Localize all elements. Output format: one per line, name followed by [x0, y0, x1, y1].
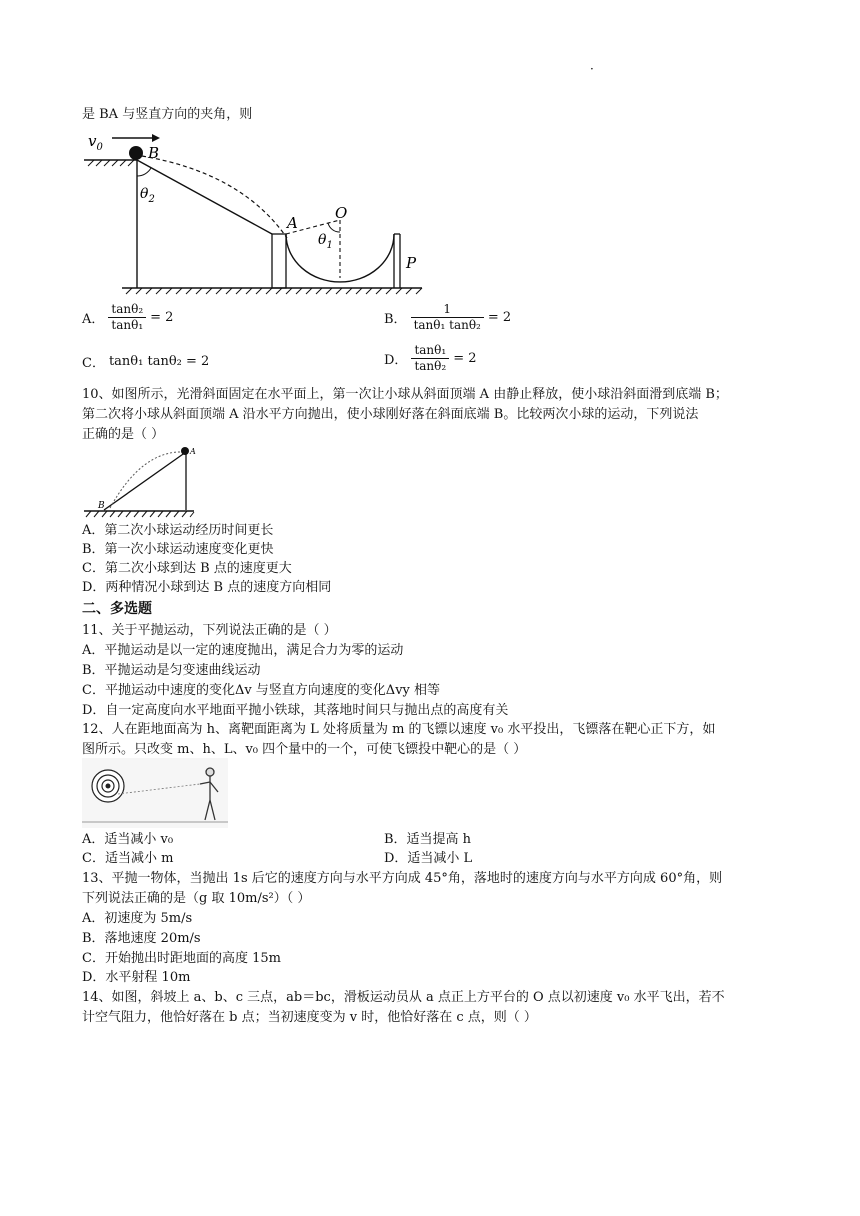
fig9-block — [272, 234, 286, 288]
q12-figure — [82, 758, 228, 828]
q9-option-B-num: 1 — [411, 302, 484, 318]
q10-option-C[interactable]: C．第二次小球到达 B 点的速度更大 — [82, 561, 292, 576]
q9-figure — [82, 128, 432, 296]
q9-option-D-den: tanθ₂ — [414, 359, 447, 373]
q12-option-A[interactable]: A．适当减小 v₀ — [82, 832, 174, 847]
q12-stem-line2: 图所示。只改变 m、h、L、v₀ 四个量中的一个，可使飞镖投中靶心的是（ ） — [82, 742, 527, 757]
q13-stem-line2: 下列说法正确的是（g 取 10m/s²）（ ） — [82, 891, 311, 906]
q10-stem-line1: 10、如图所示，光滑斜面固定在水平面上，第一次让小球从斜面顶端 A 由静止释放，使小球沿斜面滑到底端 B； — [82, 387, 728, 402]
q11-option-A[interactable]: A．平抛运动是以一定的速度抛出，满足合力为零的运动 — [82, 643, 404, 658]
q13-option-D[interactable]: D．水平射程 10m — [82, 970, 191, 985]
q9-option-C-label: C． — [82, 356, 105, 371]
q13-option-A[interactable]: A．初速度为 5m/s — [82, 911, 193, 926]
q9-option-D-label: D． — [384, 353, 408, 368]
q9-option-C[interactable] — [82, 352, 209, 371]
fig9-v0-arrowhead — [152, 134, 160, 142]
q9-option-A-num: tanθ₂ — [108, 302, 146, 318]
fig10-ground-hatch — [86, 511, 194, 517]
fig9-ground-hatch — [126, 288, 422, 294]
fig10-label-A: A — [190, 447, 196, 456]
q11-stem: 11、关于平抛运动，下列说法正确的是（ ） — [82, 623, 337, 638]
q10-figure — [82, 444, 202, 520]
q9-option-D[interactable] — [384, 343, 476, 374]
q9-option-A-den: tanθ₁ — [111, 318, 144, 332]
fig10-ball — [181, 447, 189, 455]
fig9-label-theta2: $\theta_2$ — [140, 186, 155, 205]
q14-stem-line2: 计空气阻力，他恰好落在 b 点；当初速度变为 v 时，他恰好落在 c 点，则（ ） — [82, 1010, 537, 1025]
q9-option-D-num: tanθ₁ — [411, 343, 449, 359]
q11-option-C[interactable]: C．平抛运动中速度的变化Δv 与竖直方向速度的变化Δvy 相等 — [82, 683, 441, 698]
q9-option-C-expr: tanθ₁ tanθ₂ = 2 — [108, 354, 210, 369]
q9-option-A[interactable] — [82, 302, 173, 333]
q10-option-D[interactable]: D．两种情况小球到达 B 点的速度方向相同 — [82, 580, 332, 595]
q13-stem-line1: 13、平抛一物体，当抛出 1s 后它的速度方向与水平方向成 45°角，落地时的速度方向与水平方向成 60°角，则 — [82, 871, 723, 886]
q9-option-D-rhs: = 2 — [453, 351, 477, 366]
fig9-theta2-arc — [137, 168, 151, 176]
fig10-incline — [104, 452, 186, 510]
q11-option-B[interactable]: B．平抛运动是匀变速曲线运动 — [82, 663, 261, 678]
q9-option-B-label: B． — [384, 312, 407, 327]
fig9-label-theta1: $\theta_1$ — [318, 232, 333, 251]
q10-stem-line2: 第二次将小球从斜面顶端 A 沿水平方向抛出，使小球刚好落在斜面底端 B。比较两次小球的运动，下列说法 — [82, 407, 699, 422]
q13-option-B[interactable]: B．落地速度 20m/s — [82, 931, 201, 946]
fig9-ball — [129, 146, 143, 160]
fig9-label-P: P — [406, 254, 417, 272]
q9-option-B-den: tanθ₁ tanθ₂ — [413, 318, 481, 332]
q9-option-D-fraction — [411, 343, 449, 374]
fig9-label-O: O — [335, 204, 348, 222]
q13-option-C[interactable]: C．开始抛出时距地面的高度 15m — [82, 951, 281, 966]
fig9-trajectory — [142, 156, 287, 238]
q12-option-B[interactable]: B．适当提高 h — [384, 832, 472, 847]
q10-stem-line3: 正确的是（ ） — [82, 427, 165, 442]
q9-option-B[interactable] — [384, 302, 511, 333]
q12-stem-line1: 12、人在距地面高为 h、离靶面距离为 L 处将质量为 m 的飞镖以速度 v₀ 水平投出，飞镖落在靶心正下方，如 — [82, 722, 716, 737]
fig9-label-A: A — [287, 214, 298, 232]
q11-option-D[interactable]: D．自一定高度向水平地面平抛小铁球，其落地时间只与抛出点的高度有关 — [82, 703, 509, 718]
q9-option-B-fraction — [411, 302, 484, 333]
fig12-target-bullseye — [106, 784, 111, 789]
q12-option-C[interactable]: C．适当减小 m — [82, 851, 174, 866]
top-mark: · — [590, 62, 594, 76]
section-heading-multiple-choice: 二、多选题 — [82, 601, 152, 617]
q9-stem-tail: 是 BA 与竖直方向的夹角，则 — [82, 107, 253, 122]
q9-option-A-label: A． — [82, 312, 105, 327]
q9-option-A-rhs: = 2 — [150, 310, 174, 325]
q10-option-A[interactable]: A．第二次小球运动经历时间更长 — [82, 523, 274, 538]
q12-option-D[interactable]: D．适当减小 L — [384, 851, 473, 866]
q9-option-A-fraction — [108, 302, 146, 333]
fig9-platform-hatch — [88, 160, 134, 166]
q10-option-B[interactable]: B．第一次小球运动速度变化更快 — [82, 542, 274, 557]
fig10-label-B: B — [98, 501, 105, 511]
fig9-v0-label: $v_0$ — [88, 132, 103, 153]
q14-stem-line1: 14、如图，斜坡上 a、b、c 三点，ab＝bc，滑板运动员从 a 点正上方平台的 O 点以初速度 v₀ 水平飞出，若不 — [82, 990, 725, 1005]
fig9-theta1-arc — [328, 223, 340, 232]
fig9-label-B: B — [148, 144, 160, 162]
q9-option-B-rhs: = 2 — [487, 310, 512, 325]
fig9-incline — [137, 160, 272, 234]
